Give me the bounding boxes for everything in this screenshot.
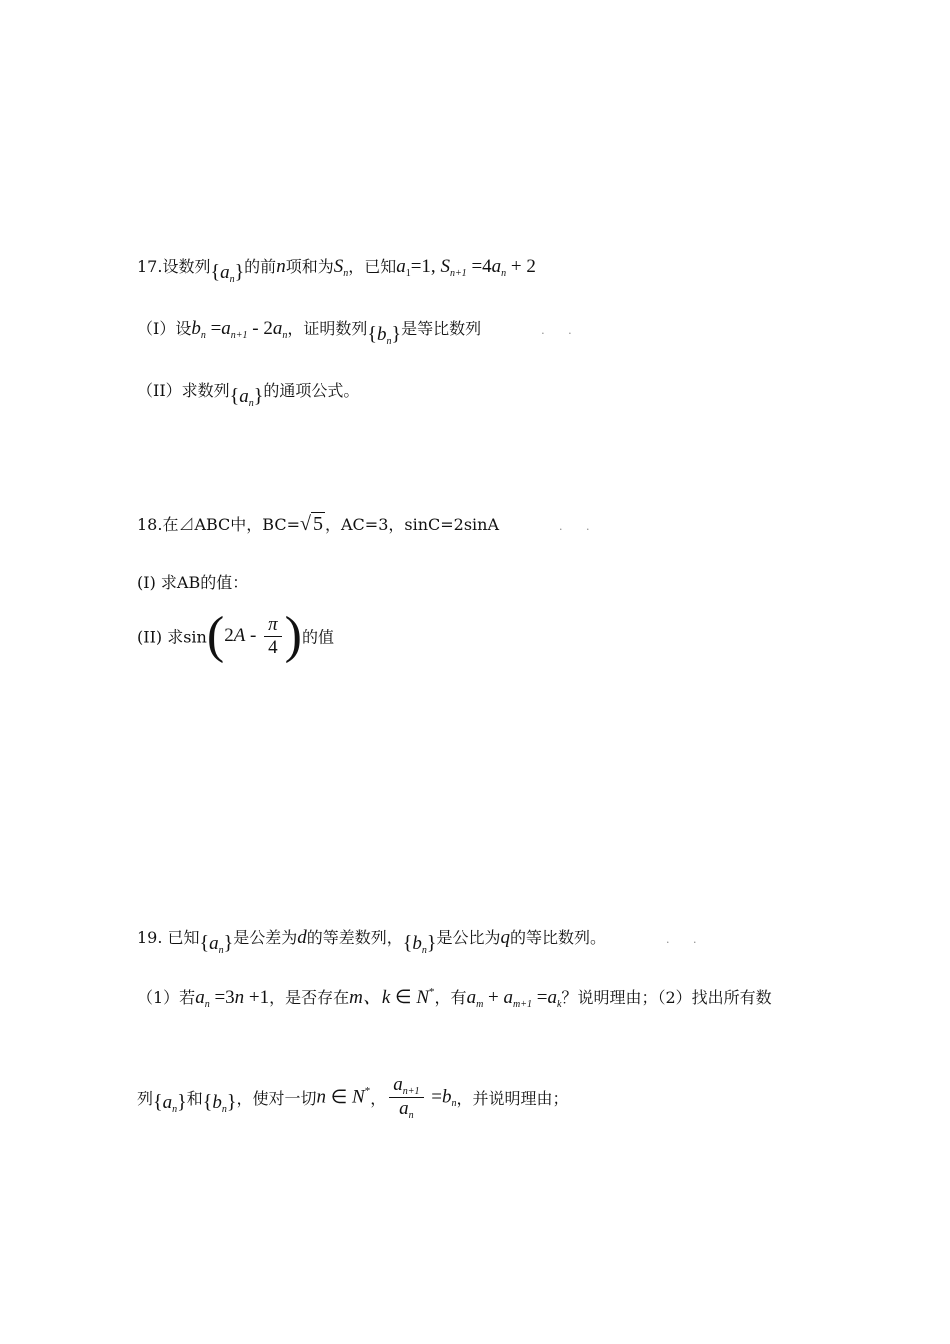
q17-part1: （I）设$b_n =a_{n+1} - 2a_n$，证明数列$\{b_n\}$是等比数列 . . <box>137 318 582 347</box>
q19-part2: 列$\{a_n\}$和$\{b_n\}$，使对一切n ∈ N*， $\frac{a_{n+1}}{a_n}$ $=b_n$，并说明理由； <box>137 1074 569 1121</box>
q17-stem: 17.设数列$\{a_n\}$的前n项和为$S_n$，已知$a_1=1$, $S_{n+1} =4a_n + 2$ <box>137 256 536 285</box>
q17-part2: （II）求数列$\{a_n\}$的通项公式。 <box>137 381 360 409</box>
q18-stem: 18.在⊿ABC中，BC=√ 5 ，AC=3，sinC=2sinA . . <box>137 513 600 535</box>
q18-part2: (II) 求sin(2A - $\frac{\pi}{4}$ )的值 <box>137 607 334 664</box>
decorative-dots: . . <box>541 324 582 337</box>
q19-stem: 19. 已知$\{a_n\}$是公差为d的等差数列，$\{b_n\}$是公比为q的等比数列。 . . <box>137 927 707 956</box>
fraction-a-ratio: $\frac{a_{n+1}}{a_n}$ <box>389 1074 423 1121</box>
q19-part1: （1）若$a_n =3n +1$，是否存在m、k ∈ N*，有$a_m + a_{m+1} =a_k$？说明理由；（2）找出所有数 <box>137 986 772 1010</box>
sqrt-5: √ 5 <box>300 513 323 535</box>
q18-part1: (I) 求AB的值： <box>137 573 249 592</box>
q17-stem-prefix: 17.设数列 <box>137 257 211 276</box>
pi-over-4: $\frac{\pi}{4}$ <box>264 614 282 659</box>
